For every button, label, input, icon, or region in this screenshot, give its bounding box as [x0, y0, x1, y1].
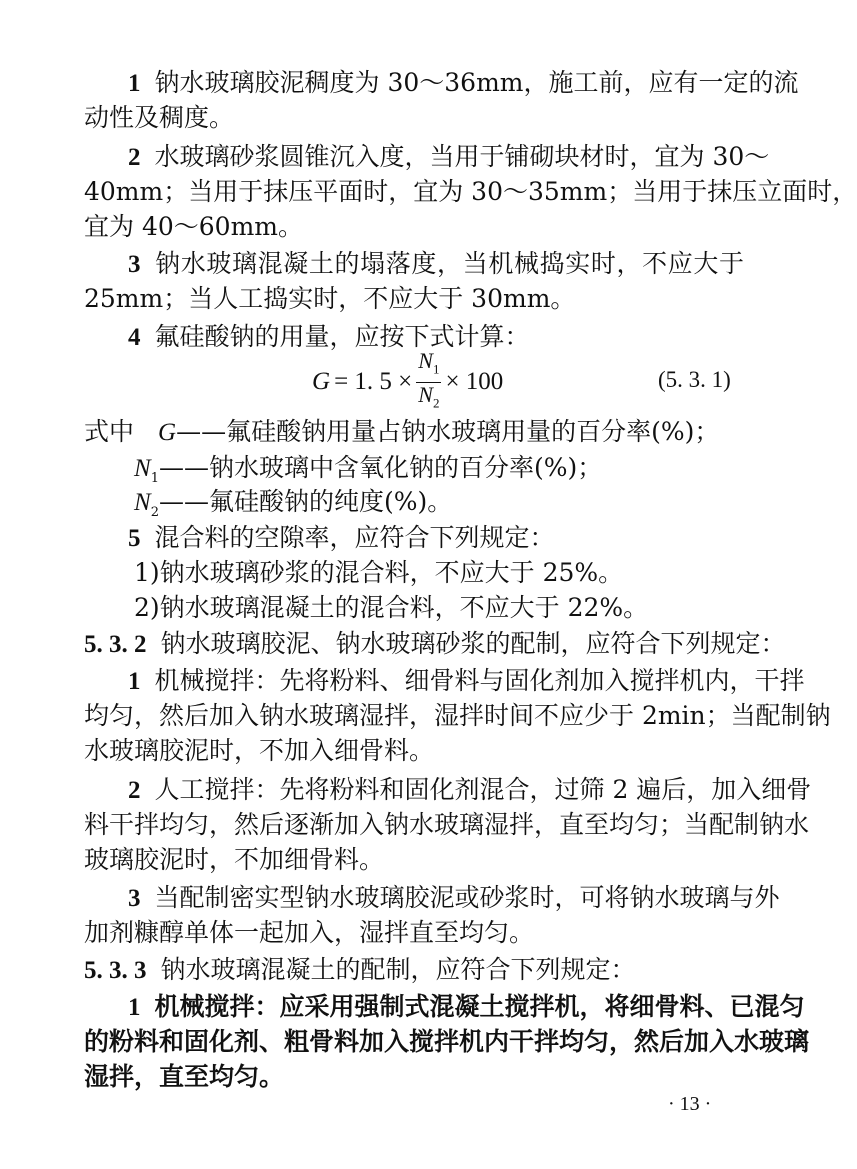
item-3-line-1: [128, 249, 744, 280]
s532-p2-line-1: [128, 775, 812, 806]
fraction-denominator: $N_2$: [416, 382, 441, 415]
item-text: 氟硅酸钠的用量，应按下式计算：: [154, 322, 530, 351]
formula-lhs: G: [312, 368, 331, 395]
item-number: 3: [128, 251, 141, 278]
item-number: 1: [128, 70, 141, 97]
formula-tail: × 100: [445, 368, 504, 395]
symbol-n1: N: [134, 455, 151, 482]
formula-fraction: [416, 349, 441, 415]
formula-5-3-1: [312, 348, 504, 412]
section-title: 钠水玻璃混凝土的配制，应符合下列规定：: [160, 955, 636, 984]
item-text: 钠水玻璃混凝土的塌落度，当机械捣实时，不应大于: [154, 249, 744, 278]
section-number: 5. 3. 3: [84, 957, 147, 984]
item-text: 钠水玻璃胶泥稠度为 30～36mm，施工前，应有一定的流: [154, 68, 799, 97]
item-2-line-3: 宜为 40～60mm。: [84, 212, 303, 241]
s532-p1-line-1: [128, 666, 805, 697]
item-2-line-1: [128, 142, 770, 173]
where-n2-line: [134, 487, 734, 528]
symbol-n2-sub: 2: [150, 505, 159, 520]
formula-eq: = 1. 5 ×: [334, 368, 413, 395]
where-prefix: 式中: [84, 417, 135, 446]
symbol-n2: N: [134, 489, 151, 516]
section-title: 钠水玻璃胶泥、钠水玻璃砂浆的配制，应符合下列规定：: [160, 629, 786, 658]
section-number: 5. 3. 2: [84, 631, 147, 658]
s532-p2-line-2: 料干拌均匀，然后逐渐加入钠水玻璃湿拌，直至均匀；当配制钠水: [84, 810, 810, 839]
item-text: 混合料的空隙率，应符合下列规定：: [154, 523, 555, 552]
item-number: 3: [128, 885, 141, 912]
s532-p3-line-2: 加剂糠醇单体一起加入，湿拌直至均匀。: [84, 918, 535, 947]
item-5-sub-1: 1)钠水玻璃砂浆的混合料，不应大于 25%。: [134, 558, 624, 587]
item-text: 机械搅拌：应采用强制式混凝土搅拌机，将细骨料、已混匀: [154, 992, 805, 1021]
where-g-text: ——氟硅酸钠用量占钠水玻璃用量的百分率(%)；: [176, 417, 720, 446]
where-g-line: [84, 417, 744, 448]
item-5-sub-2: 2)钠水玻璃混凝土的混合料，不应大于 22%。: [134, 593, 649, 622]
page-number: · 13 ·: [668, 1093, 712, 1115]
item-text: 机械搅拌：先将粉料、细骨料与固化剂加入搅拌机内，干拌: [154, 666, 805, 695]
s533-p1-line-2: 的粉料和固化剂、粗骨料加入搅拌机内干拌均匀，然后加入水玻璃: [84, 1027, 810, 1056]
symbol-g: G: [158, 419, 177, 446]
item-3-line-2: 25mm；当人工捣实时，不应大于 30mm。: [84, 284, 576, 313]
item-number: 4: [128, 324, 141, 351]
item-number: 5: [128, 525, 141, 552]
item-text: 当配制密实型钠水玻璃胶泥或砂浆时，可将钠水玻璃与外: [154, 883, 780, 912]
item-1-line-1: [128, 68, 799, 99]
equation-number: (5. 3. 1): [658, 367, 731, 392]
section-5-3-3-heading: [84, 955, 744, 986]
s532-p1-line-2: 均匀，然后加入钠水玻璃湿拌，湿拌时间不应少于 2min；当配制钠: [84, 701, 831, 730]
item-number: 2: [128, 144, 141, 171]
s532-p3-line-1: [128, 883, 780, 914]
item-text: 人工搅拌：先将粉料和固化剂混合，过筛 2 遍后，加入细骨: [154, 775, 812, 804]
item-number: 1: [128, 994, 141, 1021]
item-5-line-1: [128, 523, 744, 554]
section-5-3-2-heading: [84, 629, 786, 660]
s533-p1-line-3: 湿拌，直至均匀。: [84, 1062, 285, 1091]
item-2-line-2: 40mm；当用于抹压平面时，宜为 30～35mm；当用于抹压立面时，: [84, 177, 857, 206]
where-n1-text: ——钠水玻璃中含氧化钠的百分率(%)；: [158, 453, 603, 482]
item-1-line-2: 动性及稠度。: [84, 103, 235, 132]
item-number: 2: [128, 777, 141, 804]
where-n2-text: ——氟硅酸钠的纯度(%)。: [158, 487, 453, 516]
s533-p1-line-1: [128, 992, 805, 1023]
symbol-n1-sub: 1: [150, 471, 159, 486]
item-number: 1: [128, 668, 141, 695]
s532-p1-line-3: 水玻璃胶泥时，不加入细骨料。: [84, 736, 435, 765]
fraction-numerator: $N_1$: [418, 348, 440, 377]
s532-p2-line-3: 玻璃胶泥时，不加细骨料。: [84, 845, 385, 874]
item-text: 水玻璃砂浆圆锥沉入度，当用于铺砌块材时，宜为 30～: [154, 142, 770, 171]
